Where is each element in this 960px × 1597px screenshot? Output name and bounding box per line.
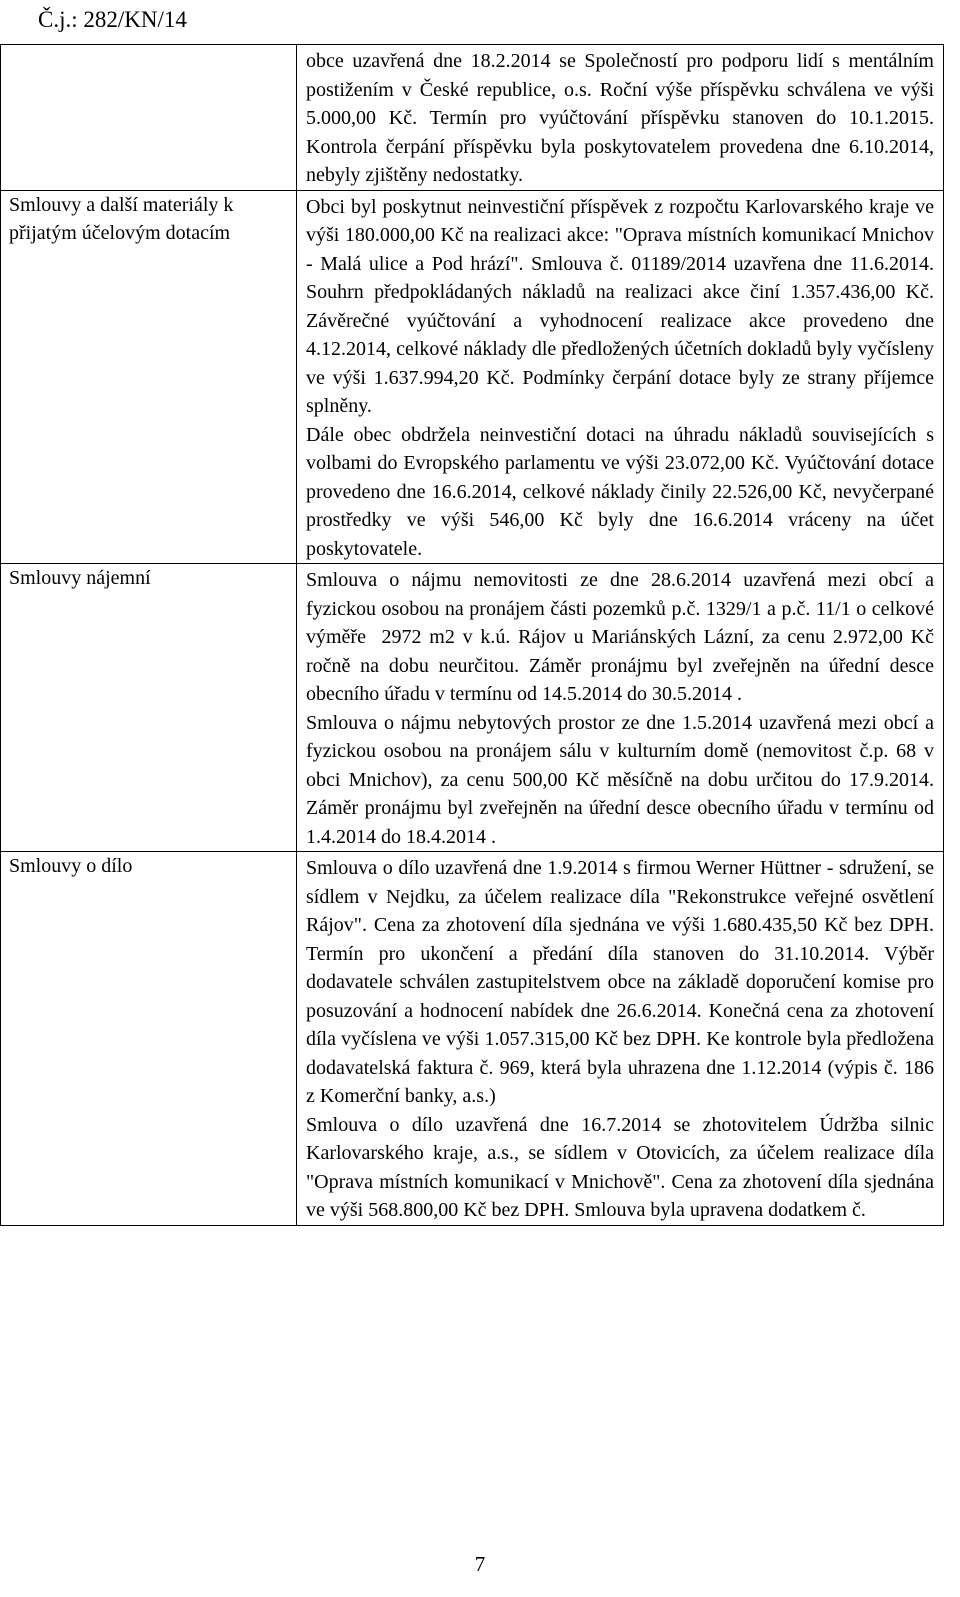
inspection-table <box>0 44 944 1226</box>
paragraph: Smlouva o dílo uzavřená dne 16.7.2014 se zhotovitelem Údržba silnic Karlovarského kraje, a.s., se sídlem v Otovicích, za účelem realizace díla "Oprava místních komunikací v Mnichově". Cena za zhotovení díla sjednána ve výši 568.800,00 Kč bez DPH. Smlouva byla upravena dodatkem č. <box>306 1113 939 1221</box>
paragraph: Obci byl poskytnut neinvestiční příspěvek z rozpočtu Karlovarského kraje ve výši 180.000,00 Kč na realizaci akce: "Oprava místních komunikací Mnichov - Malá ulice a Pod hrází". Smlouva č. 01189/2014 uzavřena dne 11.6.2014. Souhrn předpokládaných nákladů na realizaci akce činí 1.357.436,00 Kč. Závěrečné vyúčtování a vyhodnocení realizace akce provedeno dne 4.12.2014, celkové náklady dle předložených účetních dokladů byly vyčísleny ve výši 1.637.994,20 Kč. Podmínky čerpání dotace byly ze strany příjemce splněny. <box>306 195 939 417</box>
page-number: 7 <box>474 1552 486 1576</box>
row-label: Smlouvy a další materiály k přijatým účelovým dotacím <box>9 193 234 244</box>
table-row <box>1 564 944 852</box>
table-row <box>1 45 944 191</box>
paragraph: Smlouva o dílo uzavřená dne 1.9.2014 s firmou Werner Hüttner - sdružení, se sídlem v Nejdku, za účelem realizace díla "Rekonstrukce veřejné osvětlení Rájov". Cena za zhotovení díla sjednána ve výši 1.680.435,50 Kč bez DPH. Termín pro ukončení a předání díla stanoven do 31.10.2014. Výběr dodavatele schválen zastupitelstvem obce na základě doporučení komise pro posuzování a hodnocení nabídek dne 26.6.2014. Konečná cena za zhotovení díla vyčíslena ve výši 1.057.315,00 Kč bez DPH. Ke kontrole byla předložena dodavatelská faktura č. 969, která byla uhrazena dne 1.12.2014 (výpis č. 186 z Komerční banky, a.s.) <box>306 857 939 1107</box>
row-label-cell <box>1 564 297 852</box>
row-content-cell <box>297 852 944 1226</box>
paragraph: obce uzavřená dne 18.2.2014 se Společností pro podporu lidí s mentálním postižením v České republice, o.s. Roční výše příspěvku schválena ve výši 5.000,00 Kč. Termín pro vyúčtování příspěvku stanoven do 10.1.2015. Kontrola čerpání příspěvku byla poskytovatelem provedena dne 6.10.2014, nebyly zjištěny nedostatky. <box>306 50 939 186</box>
row-label-cell <box>1 190 297 564</box>
table-row <box>1 190 944 564</box>
row-label-cell <box>1 852 297 1226</box>
row-label-cell <box>1 45 297 191</box>
paragraph: Smlouva o nájmu nebytových prostor ze dne 1.5.2014 uzavřená mezi obcí a fyzickou osobou na pronájem sálu v kulturním domě (nemovitost č.p. 68 v obci Mnichov), za cenu 500,00 Kč měsíčně na dobu určitou do 17.9.2014. Záměr pronájmu byl zveřejněn na úřední desce obecního úřadu v termínu od 1.4.2014 do 18.4.2014 . <box>306 711 939 848</box>
row-content-cell <box>297 190 944 564</box>
paragraph: Dále obec obdržela neinvestiční dotaci na úhradu nákladů souvisejících s volbami do Evropského parlamentu ve výši 23.072,00 Kč. Vyúčtování dotace provedeno dne 16.6.2014, celkové náklady činily 22.526,00 Kč, nevyčerpané prostředky ve výši 546,00 Kč byly dne 16.6.2014 vráceny na účet poskytovatele. <box>306 423 939 560</box>
row-content-cell <box>297 45 944 191</box>
document-reference-number: Č.j.: 282/KN/14 <box>38 7 187 32</box>
row-label: Smlouvy o dílo <box>9 855 133 877</box>
row-content-cell <box>297 564 944 852</box>
table-row <box>1 852 944 1226</box>
paragraph: Smlouva o nájmu nemovitosti ze dne 28.6.2014 uzavřená mezi obcí a fyzickou osobou na pronájem části pozemků p.č. 1329/1 a p.č. 11/1 o celkové výměře 2972 m2 v k.ú. Rájov u Mariánských Lázní, za cenu 2.972,00 Kč ročně na dobu neurčitou. Záměr pronájmu byl zveřejněn na úřední desce obecního úřadu v termínu od 14.5.2014 do 30.5.2014 . <box>306 569 939 705</box>
row-label: Smlouvy nájemní <box>9 567 151 589</box>
